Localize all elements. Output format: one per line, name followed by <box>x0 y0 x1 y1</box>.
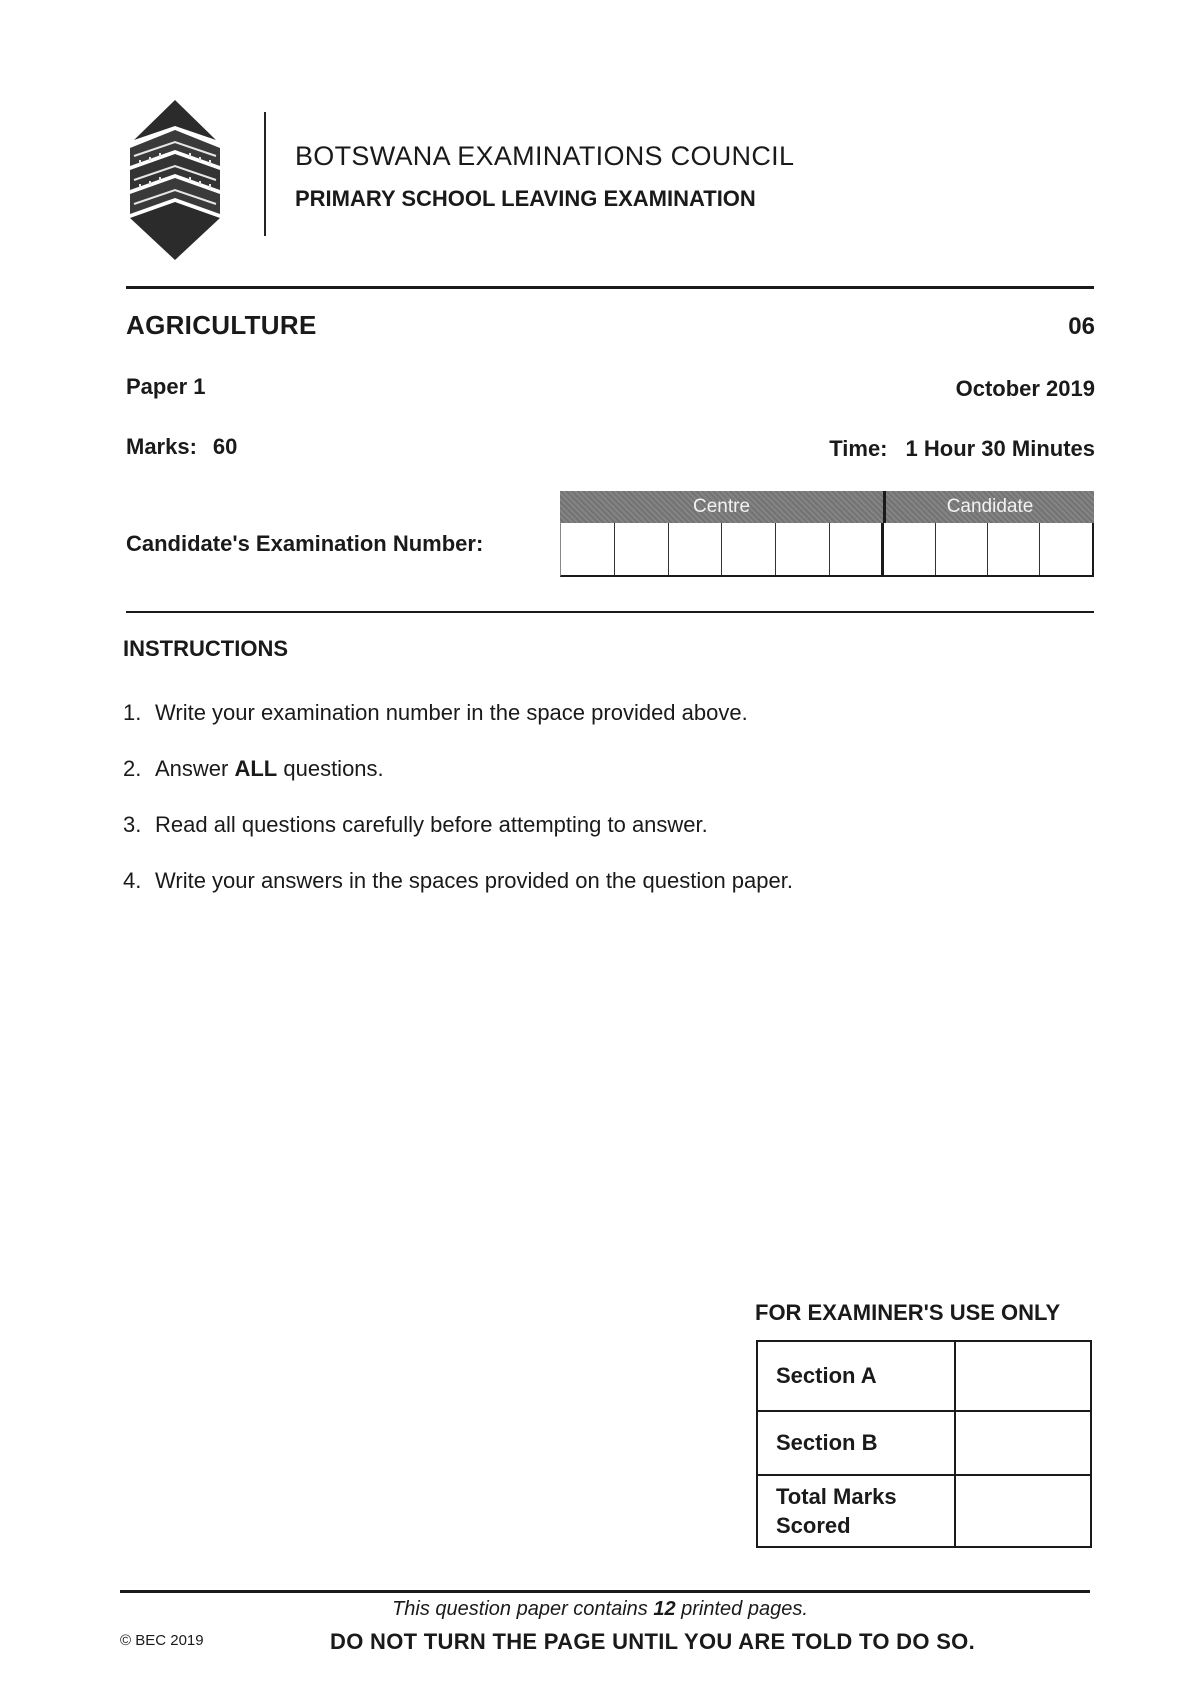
grid-boxes <box>560 523 1094 577</box>
section-b-score[interactable] <box>955 1411 1091 1475</box>
instruction-emphasis: ALL <box>234 756 278 781</box>
candidate-digit-box[interactable] <box>988 523 1040 575</box>
exam-number-grid <box>560 491 1094 577</box>
centre-header: Centre <box>560 491 883 523</box>
instruction-item <box>123 756 1023 812</box>
council-name: BOTSWANA EXAMINATIONS COUNCIL <box>295 141 795 171</box>
centre-digit-box[interactable] <box>561 523 615 575</box>
time-label: Time: <box>829 436 888 461</box>
instructions-title: INSTRUCTIONS <box>123 636 288 661</box>
marks-value: 60 <box>212 434 238 459</box>
header-divider <box>264 112 266 236</box>
section-a-label: Section A <box>757 1341 955 1411</box>
page-count-tail: printed pages. <box>675 1598 808 1620</box>
bec-logo-icon <box>120 100 230 260</box>
middle-rule <box>126 611 1094 613</box>
centre-digit-box[interactable] <box>615 523 669 575</box>
table-row <box>757 1411 1091 1475</box>
turn-page-warning: DO NOT TURN THE PAGE UNTIL YOU ARE TOLD TO DO SO. <box>330 1629 975 1654</box>
exam-name: PRIMARY SCHOOL LEAVING EXAMINATION <box>295 186 756 211</box>
table-row <box>757 1475 1091 1547</box>
instruction-item <box>123 812 1023 868</box>
candidate-digit-box[interactable] <box>936 523 988 575</box>
grid-header <box>560 491 1094 523</box>
centre-digit-box[interactable] <box>722 523 776 575</box>
instruction-number: 1. <box>123 700 142 725</box>
instruction-number: 4. <box>123 868 142 893</box>
section-b-label: Section B <box>757 1411 955 1475</box>
centre-digit-box[interactable] <box>776 523 830 575</box>
instruction-item <box>123 868 1023 924</box>
subject-code: 06 <box>1068 313 1095 340</box>
bottom-rule <box>120 1590 1090 1593</box>
candidate-header: Candidate <box>886 491 1094 523</box>
instruction-text: Write your examination number in the space provided above. <box>155 700 748 725</box>
candidate-digit-box[interactable] <box>884 523 936 575</box>
page-count-number: 12 <box>653 1598 676 1620</box>
instruction-text: Write your answers in the spaces provided on the question paper. <box>155 868 793 893</box>
subject-title: AGRICULTURE <box>126 310 317 340</box>
table-row <box>757 1341 1091 1411</box>
instruction-item <box>123 700 1023 756</box>
candidate-number-label: Candidate's Examination Number: <box>126 531 484 556</box>
instruction-text: Answer <box>155 756 235 781</box>
page-count-note <box>0 1598 1200 1621</box>
examiner-use-title: FOR EXAMINER'S USE ONLY <box>755 1300 1061 1325</box>
time <box>829 436 1095 462</box>
copyright: © BEC 2019 <box>120 1632 204 1649</box>
total-marks-score[interactable] <box>955 1475 1091 1547</box>
candidate-digit-box[interactable] <box>1040 523 1092 575</box>
exam-date: October 2019 <box>955 376 1095 401</box>
bec-logo <box>120 100 230 260</box>
instructions-list <box>123 700 1023 924</box>
centre-digit-box[interactable] <box>830 523 884 575</box>
centre-digit-box[interactable] <box>669 523 723 575</box>
instruction-number: 2. <box>123 756 142 781</box>
section-a-score[interactable] <box>955 1341 1091 1411</box>
total-marks-label: Total Marks Scored <box>757 1475 955 1547</box>
top-rule <box>126 286 1094 289</box>
marks <box>126 434 237 460</box>
examiner-table <box>756 1340 1092 1548</box>
time-value: 1 Hour 30 Minutes <box>905 436 1095 461</box>
instruction-text-tail: questions. <box>277 756 384 781</box>
page-count-text: This question paper contains <box>392 1598 654 1620</box>
paper-number: Paper 1 <box>126 374 206 399</box>
instruction-number: 3. <box>123 812 142 837</box>
marks-label: Marks: <box>126 434 197 459</box>
instruction-text: Read all questions carefully before attempting to answer. <box>155 812 708 837</box>
